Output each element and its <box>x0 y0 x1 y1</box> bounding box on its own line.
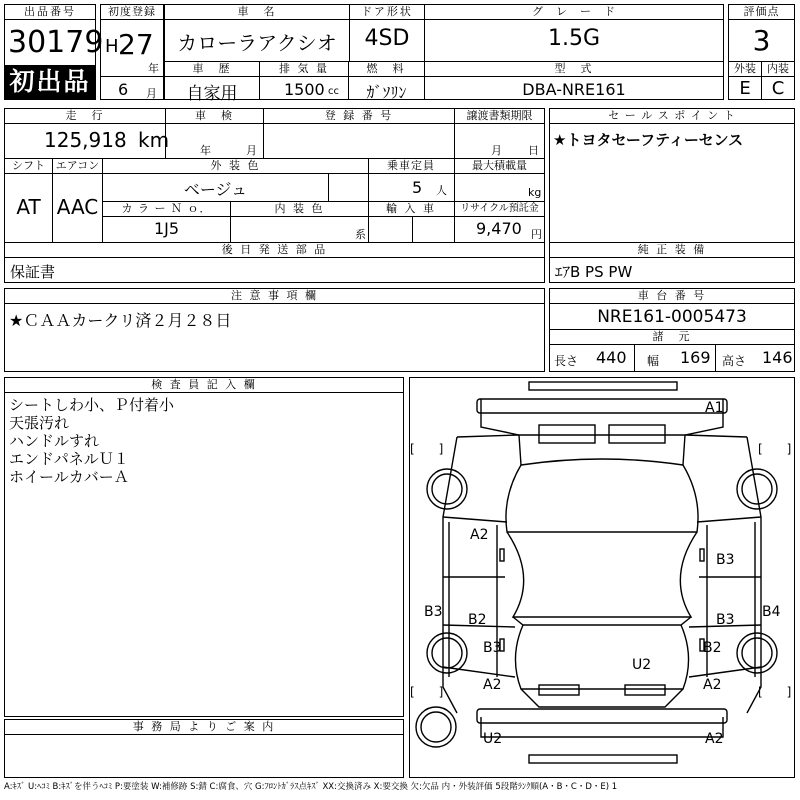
recycle-deposit: 9,470 <box>476 219 522 238</box>
load-unit: kg <box>528 186 542 199</box>
aircon-header: エアコン <box>55 159 100 172</box>
max-load-header: 最大積載量 <box>472 159 527 172</box>
damage-mark: B3 <box>483 640 502 656</box>
grade-header: グ レ ー ド <box>532 5 616 18</box>
model-header: 型 式 <box>554 62 594 75</box>
bracket-mark: [ ] <box>410 442 444 456</box>
length-label: 長さ <box>554 354 579 368</box>
mileage: 125,918 <box>44 128 127 152</box>
era: H <box>105 36 119 57</box>
exterior-score: E <box>739 78 751 99</box>
int-color-header: 内 装 色 <box>274 202 325 215</box>
transfer-day-unit: 日 <box>528 144 539 157</box>
damage-mark: B4 <box>762 604 781 620</box>
fuel-header: 燃 料 <box>366 62 406 75</box>
history-header: 車 歴 <box>192 62 232 75</box>
interior-score: C <box>771 78 785 99</box>
door-type: 4SD <box>364 26 410 51</box>
color-no-header: カ ラ ー Ｎ ｏ． <box>121 202 212 215</box>
shift-value: AT <box>16 195 41 219</box>
inspection-month-unit: 月 <box>246 144 257 157</box>
displacement-header: 排 気 量 <box>279 62 329 75</box>
height-label: 高さ <box>722 354 747 368</box>
score-header: 評価点 <box>743 5 780 18</box>
options: ｴｱB PS PW <box>555 263 633 281</box>
capacity-header: 乗車定員 <box>387 159 435 172</box>
damage-mark: B3 <box>424 604 443 620</box>
bracket-mark: [ ] <box>758 442 792 456</box>
damage-mark: B2 <box>703 640 722 656</box>
capacity-unit: 人 <box>436 184 447 197</box>
height: 146 <box>762 348 793 367</box>
car-diagram <box>409 377 795 778</box>
inspector-note: ハンドルすれ <box>9 432 100 450</box>
chassis-header: 車 台 番 号 <box>637 289 707 302</box>
capacity: 5 <box>412 178 423 197</box>
lot-number: 30179 <box>8 25 104 60</box>
reg-number-header: 登 録 番 号 <box>324 109 394 122</box>
sales-point: ★トヨタセーフティーセンス <box>553 131 744 149</box>
transfer-header: 譲渡書類期限 <box>466 109 533 122</box>
cautions: ★ＣＡＡカークリ済２月２８日 <box>9 311 232 330</box>
exterior-header: 外装 <box>734 62 756 75</box>
inspector-note: エンドパネルＵ１ <box>9 450 129 468</box>
reg-month: 6 <box>118 80 129 99</box>
inspector-note: シートしわ小、Ｐ付着小 <box>9 396 175 414</box>
fuel-type: ｶﾞｿﾘﾝ <box>366 83 407 102</box>
first-registration-header: 初度登録 <box>108 5 156 18</box>
cc-unit: cc <box>328 86 339 97</box>
first-listing-badge: 初出品 <box>5 65 95 99</box>
month-unit: 月 <box>146 87 157 100</box>
damage-mark: B3 <box>716 612 735 628</box>
lot-number-header: 出品番号 <box>24 5 76 18</box>
damage-mark: A2 <box>703 677 722 693</box>
recycle-header: リサイクル預託金 <box>460 203 539 214</box>
shift-header: シフト <box>12 159 45 172</box>
damage-mark: U2 <box>632 657 652 673</box>
damage-mark: A2 <box>470 527 489 543</box>
interior-header: 内装 <box>767 62 789 75</box>
legend: A:ｷｽﾞ U:ﾍｺﾐ B:ｷｽﾞを伴うﾍｺﾐ P:要塗装 W:補修跡 S:錆 C:腐食、穴 G:ﾌﾛﾝﾄｶﾞﾗｽ点ｷｽﾞ XX:交換済み X:要交換 欠:欠品 内・外装評価 5段階ﾗﾝｸ順(A・B・C・D・E) 1 <box>4 782 618 792</box>
damage-mark: B2 <box>468 612 487 628</box>
overall-score: 3 <box>752 24 771 57</box>
exterior-color: ベージュ <box>183 180 248 199</box>
sales-point-header: セ ー ル ス ポ イ ン ト <box>608 109 736 122</box>
chassis-number: NRE161-0005473 <box>597 307 747 327</box>
aircon-value: AAC <box>56 195 99 219</box>
length: 440 <box>596 348 627 367</box>
damage-mark: A1 <box>705 400 724 416</box>
displacement: 1500 <box>284 80 325 99</box>
damage-mark: A2 <box>705 731 724 747</box>
car-name-header: 車 名 <box>237 5 277 18</box>
color-number: 1J5 <box>153 219 180 238</box>
mileage-header: 走 行 <box>65 109 105 122</box>
width-label: 幅 <box>647 354 660 368</box>
damage-mark: U2 <box>483 731 503 747</box>
model-code: DBA-NRE161 <box>522 80 626 99</box>
usage-history: 自家用 <box>186 84 238 104</box>
door-header: ドア形状 <box>361 5 413 18</box>
damage-mark: B3 <box>716 552 735 568</box>
inspection-header: 車 検 <box>195 109 234 122</box>
recycle-unit: 円 <box>531 228 542 241</box>
cautions-header: 注 意 事 項 欄 <box>231 289 318 302</box>
shipping-parts: 保証書 <box>10 263 56 281</box>
inspector-note: ホイールカバーＡ <box>9 468 129 486</box>
office-notice-header: 事 務 局 よ り ご 案 内 <box>132 720 276 733</box>
reg-year: 27 <box>118 28 154 61</box>
inspector-note: 天張汚れ <box>9 414 70 432</box>
inspection-year-unit: 年 <box>200 144 211 157</box>
grade: 1.5G <box>547 26 601 51</box>
ext-color-header: 外 装 色 <box>210 159 261 172</box>
damage-mark: A2 <box>483 677 502 693</box>
int-color-unit: 系 <box>355 228 366 241</box>
year-unit: 年 <box>148 62 159 75</box>
inspector-header: 検 査 員 記 入 欄 <box>151 378 257 391</box>
width: 169 <box>680 348 711 367</box>
car-name: カローラアクシオ <box>177 31 337 55</box>
mileage-unit: km <box>138 128 170 152</box>
shipping-parts-header: 後 日 発 送 部 品 <box>221 243 328 256</box>
options-header: 純 正 装 備 <box>637 243 707 256</box>
bracket-mark: [ ] <box>758 685 792 699</box>
bracket-mark: [ ] <box>410 685 444 699</box>
transfer-month-unit: 月 <box>491 144 502 157</box>
import-header: 輸 入 車 <box>386 202 436 215</box>
dimensions-header: 諸 元 <box>652 330 692 343</box>
